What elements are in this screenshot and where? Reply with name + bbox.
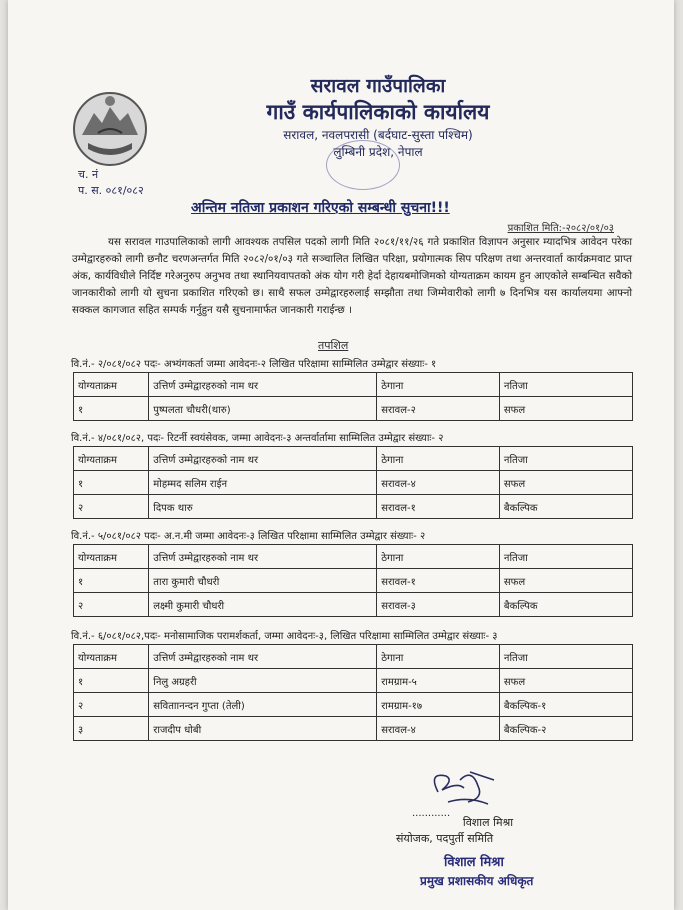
cell-result: बैकल्पिक-१	[499, 693, 632, 717]
cell-rank: ३	[74, 717, 149, 741]
table-row	[74, 495, 633, 519]
table-row	[74, 569, 633, 593]
notice-subject: अन्तिम नतिजा प्रकाशन गरिएको सम्बन्धी सुचना!!!	[191, 200, 450, 216]
cell-rank: २	[74, 495, 149, 519]
cell-address: रामग्राम-१७	[377, 693, 500, 717]
municipality-name: सरावल गाउँपालिका	[310, 75, 446, 97]
office-address: सरावल, नवलपरासी (बर्दघाट-सुस्ता पश्चिम)	[283, 128, 473, 142]
cell-rank: २	[74, 693, 149, 717]
header-result: नतिजा	[499, 373, 632, 397]
results-table	[73, 446, 633, 519]
cell-name: लक्ष्मी कुमारी चौधरी	[149, 593, 377, 617]
province-line: लुम्बिनी प्रदेश, नेपाल	[333, 145, 423, 159]
header-address: ठेगाना	[377, 447, 500, 471]
section-title: वि.नं.- २/०८१/०८२ पदः- अभ्यंगकर्ता जम्मा आवेदनः-२ लिखित परिक्षामा साम्मिलित उम्मेद्वार संख्याः- १	[71, 359, 437, 370]
table-header-row	[74, 645, 633, 669]
header-address: ठेगाना	[377, 373, 500, 397]
cell-address: रामग्राम-५	[377, 669, 500, 693]
table-header-row	[74, 373, 633, 397]
header-name: उत्तिर्ण उम्मेद्वारहरुको नाम थर	[149, 373, 377, 397]
signer-name: विशाल मिश्रा	[462, 816, 514, 829]
section-title: वि.नं.- ६/०८१/०८२,पदः- मनोसामाजिक परामर्शकर्ता, जम्मा आवेदनः-३, लिखित परिक्षामा साम्मिलित उम्मेद्वार संख्याः- ३	[71, 631, 498, 642]
officer-stamp-role: प्रमुख प्रशासकीय अधिकृत	[420, 874, 534, 888]
table-row	[74, 397, 633, 421]
header-rank: योग्यताक्रम	[74, 447, 149, 471]
table-row	[74, 471, 633, 495]
header-result: नतिजा	[499, 545, 632, 569]
published-date: प्रकाशित मिति:-२०८२/०१/०३	[507, 223, 614, 234]
chalani-number: च. नं	[78, 168, 99, 181]
cell-result: सफल	[499, 471, 632, 495]
section-title: वि.नं.- ४/०८१/०८२, पदः- रिटर्नी स्वयंसेवक, जम्मा आवेदनः-३ अन्तर्वार्तामा साम्मिलित उम्मेद्वार संख्याः- २	[71, 433, 444, 444]
cell-address: सरावल-३	[377, 593, 500, 617]
cell-address: सरावल-२	[377, 397, 500, 421]
patra-sankhya: प. स. ०८१/०८२	[78, 184, 144, 197]
cell-address: सरावल-४	[377, 471, 500, 495]
section-3	[71, 528, 641, 617]
table-header-row	[74, 447, 633, 471]
cell-result: बैकल्पिक-२	[499, 717, 632, 741]
header-rank: योग्यताक्रम	[74, 545, 149, 569]
cell-name: तारा कुमारी चौधरी	[149, 569, 377, 593]
section-2	[71, 430, 641, 519]
section-4	[71, 628, 641, 741]
cell-name: मोहम्मद सलिम राईन	[149, 471, 377, 495]
section-title: वि.नं.- ५/०८१/०८२ पदः- अ.न.मी जम्मा आवेदनः-३ लिखित परिक्षामा साम्मिलित उम्मेद्वार संख्याः- २	[71, 531, 426, 542]
header-rank: योग्यताक्रम	[74, 373, 149, 397]
notice-body: यस सरावल गाउपालिकाको लागी आवश्यक तपसिल पदको लागी मिति २०८१/११/२६ गते प्रकाशित विज्ञापन अनुसार म्यादभित्र आवेदन परेका उम्मेद्वारहरुको लागी छनौट चरणअन्तर्गत मिति २०८२/०१/०३ गते सञ्चालित लिखित परिक्षा, प्रयोगात्मक सिप परिक्षण तथा अन्तरवार्ता कार्यक्रमवाट प्राप्त अंक, कार्यविधीले निर्दिष्ट गरेअनुरुप अनुभव तथा स्थानियवापतको अंक योग गरी हेर्दा देहायबमोजिमको योग्यताक्रम कायम हुन आएकोले सम्बन्धित सवैको जानकारीको लागी यो सुचना प्रकाशित गरिएको छ। साथै सफल उम्मेद्वारहरुलाई सम्झौता तथा जिम्मेवारीको लागी ७ दिनभित्र यस कार्यालयमा आफ्नो सक्कल कागजात सहित सम्पर्क गर्नुहुन यसै सुचनामार्फत जानकारी गराईन्छ ।	[72, 236, 632, 316]
cell-rank: १	[74, 471, 149, 495]
cell-rank: २	[74, 593, 149, 617]
cell-result: सफल	[499, 397, 632, 421]
header-address: ठेगाना	[377, 545, 500, 569]
office-seal	[326, 140, 400, 190]
document-page	[8, 0, 674, 910]
cell-name: दिपक थारु	[149, 495, 377, 519]
table-row	[74, 717, 633, 741]
reference-numbers	[78, 167, 144, 199]
nepal-emblem-icon	[68, 85, 152, 169]
results-table	[73, 544, 633, 617]
header-name: उत्तिर्ण उम्मेद्वारहरुको नाम थर	[149, 545, 377, 569]
table-row	[74, 669, 633, 693]
signature-block	[398, 762, 568, 819]
header-rank: योग्यताक्रम	[74, 645, 149, 669]
cell-rank: १	[74, 397, 149, 421]
cell-name: राजदीप धोबी	[149, 717, 377, 741]
officer-stamp-name: विशाल मिश्रा	[444, 855, 504, 870]
cell-rank: १	[74, 569, 149, 593]
results-table	[73, 372, 633, 421]
results-table	[73, 644, 633, 741]
cell-address: सरावल-१	[377, 495, 500, 519]
header-result: नतिजा	[499, 447, 632, 471]
cell-result: बैकल्पिक	[499, 495, 632, 519]
table-row	[74, 593, 633, 617]
table-header-row	[74, 545, 633, 569]
cell-address: सरावल-४	[377, 717, 500, 741]
details-heading: तपशिल	[318, 339, 349, 352]
header-result: नतिजा	[499, 645, 632, 669]
cell-name: सविताानन्दन गुप्ता (तेली)	[149, 693, 377, 717]
header-name: उत्तिर्ण उम्मेद्वारहरुको नाम थर	[149, 645, 377, 669]
signer-role: संयोजक, पदपुर्ती समिति	[396, 832, 494, 845]
cell-result: सफल	[499, 669, 632, 693]
table-row	[74, 693, 633, 717]
office-name: गाउँ कार्यपालिकाको कार्यालय	[266, 100, 490, 124]
cell-name: पुष्पलता चौधरी(थारु)	[149, 397, 377, 421]
cell-name: निलु अग्रहरी	[149, 669, 377, 693]
cell-result: सफल	[499, 569, 632, 593]
handwritten-signature	[398, 762, 518, 812]
cell-rank: १	[74, 669, 149, 693]
cell-result: बैकल्पिक	[499, 593, 632, 617]
signature-line: ............	[412, 808, 451, 819]
header-address: ठेगाना	[377, 645, 500, 669]
cell-address: सरावल-१	[377, 569, 500, 593]
header-name: उत्तिर्ण उम्मेद्वारहरुको नाम थर	[149, 447, 377, 471]
section-1	[71, 356, 641, 421]
